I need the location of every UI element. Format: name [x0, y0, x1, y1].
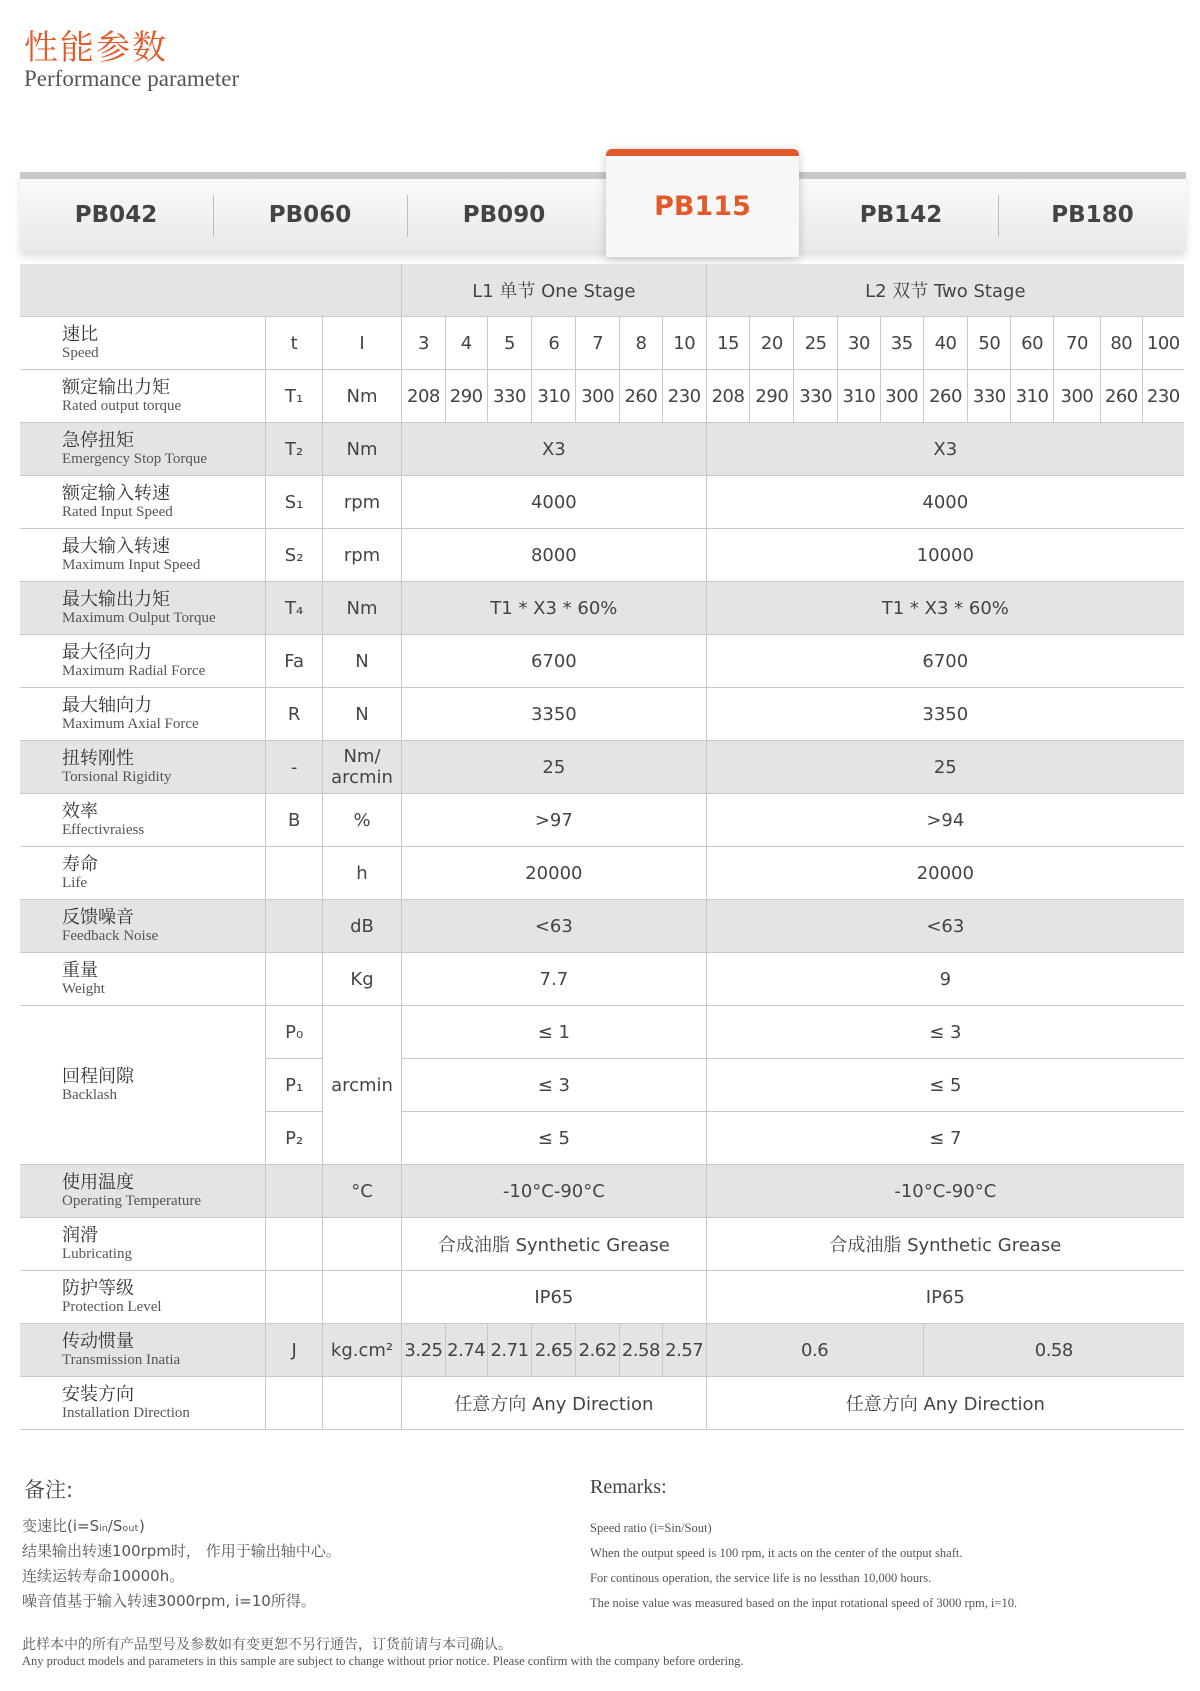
- row-label-cn: 传动惯量: [62, 1330, 134, 1352]
- one-stage-value: 3350: [402, 688, 707, 741]
- one-stage-value: 7.7: [402, 953, 707, 1006]
- symbol-cell: S₂: [266, 529, 323, 582]
- row-label-cn: 急停扭矩: [62, 429, 134, 451]
- ratio-value: 60: [1011, 317, 1054, 370]
- one-stage-value: ≤ 3: [402, 1059, 707, 1112]
- one-stage-value: ≤ 1: [402, 1006, 707, 1059]
- unit-cell: arcmin: [322, 1006, 401, 1165]
- one-stage-value: T1 * X3 * 60%: [402, 582, 707, 635]
- row-label: [20, 1271, 266, 1324]
- inertia-value: 2.58: [620, 1324, 663, 1377]
- table-row: [20, 794, 1184, 847]
- torque-value: 310: [532, 370, 576, 423]
- inertia-value: 2.65: [532, 1324, 576, 1377]
- table-row: [20, 264, 1184, 317]
- two-stage-value: -10°C-90°C: [706, 1165, 1184, 1218]
- two-stage-value: 25: [706, 741, 1184, 794]
- unit-cell: [322, 1377, 401, 1430]
- remark-cn-line: 连续运转寿命10000h。: [22, 1567, 185, 1585]
- symbol-cell: [266, 953, 323, 1006]
- unit-cell: Nm/ arcmin: [322, 741, 401, 794]
- row-label-cn: 重量: [62, 959, 98, 981]
- symbol-cell: -: [266, 741, 323, 794]
- remark-cn-line: 结果输出转速100rpm时， 作用于输出轴中心。: [22, 1542, 341, 1560]
- symbol-cell: P₁: [266, 1059, 323, 1112]
- row-label-cn: 额定输出力矩: [62, 376, 170, 398]
- two-stage-value: 任意方向 Any Direction: [706, 1377, 1184, 1430]
- row-label-en: Maximum Oulput Torque: [62, 609, 216, 626]
- one-stage-value: <63: [402, 900, 707, 953]
- table-row: [20, 1377, 1184, 1430]
- symbol-cell: P₂: [266, 1112, 323, 1165]
- ratio-value: 3: [402, 317, 446, 370]
- row-label-cn: 润滑: [62, 1224, 98, 1246]
- torque-value: 330: [794, 370, 838, 423]
- row-label-en: Rated output torque: [62, 397, 182, 414]
- ratio-value: 100: [1142, 317, 1184, 370]
- two-stage-value: 6700: [706, 635, 1184, 688]
- ratio-value: 25: [794, 317, 838, 370]
- two-stage-value: X3: [706, 423, 1184, 476]
- unit-cell: Nm: [322, 582, 401, 635]
- unit-cell: °C: [322, 1165, 401, 1218]
- footer-notice-en: Any product models and parameters in this sample are subject to change without prior notice. Please confirm with the company before ordering.: [22, 1654, 744, 1668]
- symbol-cell: [266, 1218, 323, 1271]
- symbol-cell: T₂: [266, 423, 323, 476]
- spec-table: [20, 264, 1184, 1430]
- tab-pb142[interactable]: PB142: [859, 202, 943, 228]
- unit-cell: kg.cm²: [322, 1324, 401, 1377]
- one-stage-value: 合成油脂 Synthetic Grease: [402, 1218, 707, 1271]
- inertia-value: 2.62: [576, 1324, 620, 1377]
- row-label: [20, 317, 266, 370]
- unit-cell: [322, 1218, 401, 1271]
- ratio-value: 7: [576, 317, 620, 370]
- table-row: [20, 900, 1184, 953]
- ratio-value: 35: [880, 317, 923, 370]
- symbol-cell: [266, 1377, 323, 1430]
- ratio-value: 10: [662, 317, 706, 370]
- ratio-value: 15: [706, 317, 750, 370]
- unit-cell: N: [322, 688, 401, 741]
- row-label: [20, 1165, 266, 1218]
- unit-cell: rpm: [322, 529, 401, 582]
- two-stage-value: >94: [706, 794, 1184, 847]
- one-stage-value: >97: [402, 794, 707, 847]
- unit-cell: [322, 1271, 401, 1324]
- inertia-value: 0.58: [923, 1324, 1184, 1377]
- two-stage-value: 10000: [706, 529, 1184, 582]
- row-label: [20, 582, 266, 635]
- ratio-value: 4: [445, 317, 487, 370]
- table-row: [20, 688, 1184, 741]
- inertia-value: 3.25: [402, 1324, 446, 1377]
- symbol-cell: [266, 900, 323, 953]
- row-label: [20, 900, 266, 953]
- torque-value: 300: [1053, 370, 1100, 423]
- torque-value: 208: [402, 370, 446, 423]
- torque-value: 310: [838, 370, 881, 423]
- remark-cn-line: 噪音值基于输入转速3000rpm, i=10所得。: [22, 1592, 316, 1610]
- row-label-en: Rated Input Speed: [62, 503, 173, 520]
- unit-cell: %: [322, 794, 401, 847]
- row-label-cn: 最大轴向力: [62, 694, 152, 716]
- torque-value: 230: [1142, 370, 1184, 423]
- one-stage-value: 任意方向 Any Direction: [402, 1377, 707, 1430]
- symbol-cell: T₄: [266, 582, 323, 635]
- table-row: [20, 317, 1184, 370]
- tab-pb042[interactable]: PB042: [74, 202, 158, 228]
- stage-header-two: L2 双节 Two Stage: [706, 264, 1184, 317]
- remark-en-line: The noise value was measured based on the input rotational speed of 3000 rpm, i=10.: [590, 1596, 1018, 1610]
- symbol-cell: P₀: [266, 1006, 323, 1059]
- ratio-value: 8: [620, 317, 663, 370]
- remarks-cn-list: [22, 1514, 341, 1614]
- two-stage-value: 3350: [706, 688, 1184, 741]
- row-label-en: Operating Temperature: [62, 1192, 202, 1209]
- row-label-en: Emergency Stop Torque: [62, 450, 208, 467]
- row-label-cn: 速比: [62, 323, 98, 345]
- unit-cell: Kg: [322, 953, 401, 1006]
- row-label-en: Lubricating: [62, 1245, 132, 1262]
- table-row: [20, 741, 1184, 794]
- symbol-cell: S₁: [266, 476, 323, 529]
- unit-cell: h: [322, 847, 401, 900]
- page-title-en: Performance parameter: [24, 66, 240, 91]
- torque-value: 230: [662, 370, 706, 423]
- row-label: [20, 953, 266, 1006]
- symbol-cell: [266, 1271, 323, 1324]
- row-label-en: Life: [62, 874, 87, 891]
- footer-notice-cn: 此样本中的所有产品型号及参数如有变更恕不另行通告，订货前请与本司确认。: [22, 1637, 512, 1653]
- table-row: [20, 953, 1184, 1006]
- torque-value: 300: [576, 370, 620, 423]
- row-label-cn: 额定输入转速: [62, 482, 170, 504]
- remarks-en-title: Remarks:: [590, 1476, 667, 1498]
- table-row: [20, 1271, 1184, 1324]
- torque-value: 260: [620, 370, 663, 423]
- row-label-cn: 最大输入转速: [62, 535, 170, 557]
- table-row: [20, 1165, 1184, 1218]
- torque-value: 208: [706, 370, 750, 423]
- row-label-cn: 效率: [62, 800, 98, 822]
- unit-cell: rpm: [322, 476, 401, 529]
- ratio-value: 80: [1100, 317, 1142, 370]
- one-stage-value: 4000: [402, 476, 707, 529]
- symbol-cell: B: [266, 794, 323, 847]
- table-row: [20, 529, 1184, 582]
- symbol-cell: Fa: [266, 635, 323, 688]
- row-label: [20, 794, 266, 847]
- ratio-value: 40: [923, 317, 968, 370]
- table-row: [20, 370, 1184, 423]
- one-stage-value: -10°C-90°C: [402, 1165, 707, 1218]
- row-label-cn: 扭转刚性: [62, 747, 134, 769]
- row-label-en: Torsional Rigidity: [62, 768, 172, 785]
- two-stage-value: ≤ 7: [706, 1112, 1184, 1165]
- one-stage-value: 25: [402, 741, 707, 794]
- table-row: [20, 1324, 1184, 1377]
- row-label-en: Maximum Input Speed: [62, 556, 201, 573]
- tab-pb180[interactable]: PB180: [1051, 202, 1134, 228]
- unit-cell: Nm: [322, 423, 401, 476]
- symbol-cell: R: [266, 688, 323, 741]
- table-row: [20, 1218, 1184, 1271]
- table-row: [20, 635, 1184, 688]
- row-label-en: Protection Level: [62, 1298, 162, 1315]
- table-row: [20, 476, 1184, 529]
- one-stage-value: 20000: [402, 847, 707, 900]
- one-stage-value: 6700: [402, 635, 707, 688]
- table-row: [20, 423, 1184, 476]
- row-label-cn: 使用温度: [62, 1171, 134, 1193]
- row-label: [20, 688, 266, 741]
- ratio-value: 70: [1053, 317, 1100, 370]
- remark-en-line: When the output speed is 100 rpm, it acts on the center of the output shaft.: [590, 1546, 963, 1560]
- tab-pb060[interactable]: PB060: [268, 202, 352, 228]
- torque-value: 260: [1100, 370, 1142, 423]
- torque-value: 330: [968, 370, 1011, 423]
- torque-value: 260: [923, 370, 968, 423]
- ratio-value: 30: [838, 317, 881, 370]
- symbol-cell: [266, 1165, 323, 1218]
- two-stage-value: 4000: [706, 476, 1184, 529]
- row-label-en: Transmission Inatia: [62, 1351, 181, 1368]
- row-label-en: Backlash: [62, 1086, 117, 1103]
- remarks-en-list: [590, 1516, 1017, 1616]
- symbol-cell: T₁: [266, 370, 323, 423]
- unit-cell: Nm: [322, 370, 401, 423]
- row-label-en: Weight: [62, 980, 105, 997]
- row-label: [20, 1324, 266, 1377]
- one-stage-value: X3: [402, 423, 707, 476]
- row-label: [20, 423, 266, 476]
- two-stage-value: T1 * X3 * 60%: [706, 582, 1184, 635]
- row-label: [20, 1218, 266, 1271]
- unit-cell: dB: [322, 900, 401, 953]
- remark-cn-line: 变速比(i=Sᵢₙ/Sₒᵤₜ): [22, 1517, 145, 1535]
- row-label: [20, 1006, 266, 1165]
- tab-pb115-active[interactable]: PB115: [606, 149, 799, 257]
- torque-value: 300: [880, 370, 923, 423]
- two-stage-value: IP65: [706, 1271, 1184, 1324]
- inertia-value: 2.74: [445, 1324, 487, 1377]
- row-label-cn: 防护等级: [62, 1277, 134, 1299]
- two-stage-value: ≤ 5: [706, 1059, 1184, 1112]
- table-row: [20, 847, 1184, 900]
- symbol-cell: t: [266, 317, 323, 370]
- inertia-value: 2.57: [662, 1324, 706, 1377]
- row-label: [20, 741, 266, 794]
- torque-value: 290: [445, 370, 487, 423]
- ratio-value: 20: [750, 317, 794, 370]
- two-stage-value: ≤ 3: [706, 1006, 1184, 1059]
- one-stage-value: 8000: [402, 529, 707, 582]
- row-label-cn: 安装方向: [62, 1383, 134, 1405]
- row-label-en: Speed: [62, 344, 99, 361]
- row-label-en: Effectivraiess: [62, 821, 145, 838]
- symbol-cell: [266, 847, 323, 900]
- two-stage-value: 9: [706, 953, 1184, 1006]
- row-label: [20, 1377, 266, 1430]
- remarks-cn-title: 备注:: [24, 1478, 74, 1502]
- stage-header-one: L1 单节 One Stage: [402, 264, 707, 317]
- symbol-cell: J: [266, 1324, 323, 1377]
- row-label-cn: 回程间隙: [62, 1065, 134, 1087]
- torque-value: 290: [750, 370, 794, 423]
- model-tab-bar: [20, 172, 1186, 251]
- header-blank: [20, 264, 402, 317]
- row-label-cn: 反馈噪音: [62, 906, 134, 928]
- row-label-cn: 最大输出力矩: [62, 588, 170, 610]
- table-row: [20, 1006, 1184, 1059]
- ratio-value: 6: [532, 317, 576, 370]
- inertia-value: 2.71: [487, 1324, 532, 1377]
- table-row: [20, 582, 1184, 635]
- two-stage-value: 合成油脂 Synthetic Grease: [706, 1218, 1184, 1271]
- unit-cell: I: [322, 317, 401, 370]
- row-label: [20, 847, 266, 900]
- remark-en-line: Speed ratio (i=Sin/Sout): [590, 1521, 712, 1535]
- ratio-value: 5: [487, 317, 532, 370]
- one-stage-value: ≤ 5: [402, 1112, 707, 1165]
- torque-value: 310: [1011, 370, 1054, 423]
- row-label-cn: 最大径向力: [62, 641, 152, 663]
- row-label: [20, 476, 266, 529]
- torque-value: 330: [487, 370, 532, 423]
- row-label-en: Maximum Axial Force: [62, 715, 199, 732]
- two-stage-value: 20000: [706, 847, 1184, 900]
- two-stage-value: <63: [706, 900, 1184, 953]
- row-label: [20, 635, 266, 688]
- row-label-en: Feedback Noise: [62, 927, 159, 944]
- row-label: [20, 529, 266, 582]
- inertia-value: 0.6: [706, 1324, 923, 1377]
- unit-cell: N: [322, 635, 401, 688]
- tab-pb090[interactable]: PB090: [462, 202, 546, 228]
- row-label-en: Installation Direction: [62, 1404, 190, 1421]
- ratio-value: 50: [968, 317, 1011, 370]
- row-label-cn: 寿命: [62, 853, 98, 875]
- row-label-en: Maximum Radial Force: [62, 662, 206, 679]
- row-label: [20, 370, 266, 423]
- page-title-cn: 性能参数: [24, 28, 168, 68]
- remark-en-line: For continous operation, the service life is no lessthan 10,000 hours.: [590, 1571, 932, 1585]
- one-stage-value: IP65: [402, 1271, 707, 1324]
